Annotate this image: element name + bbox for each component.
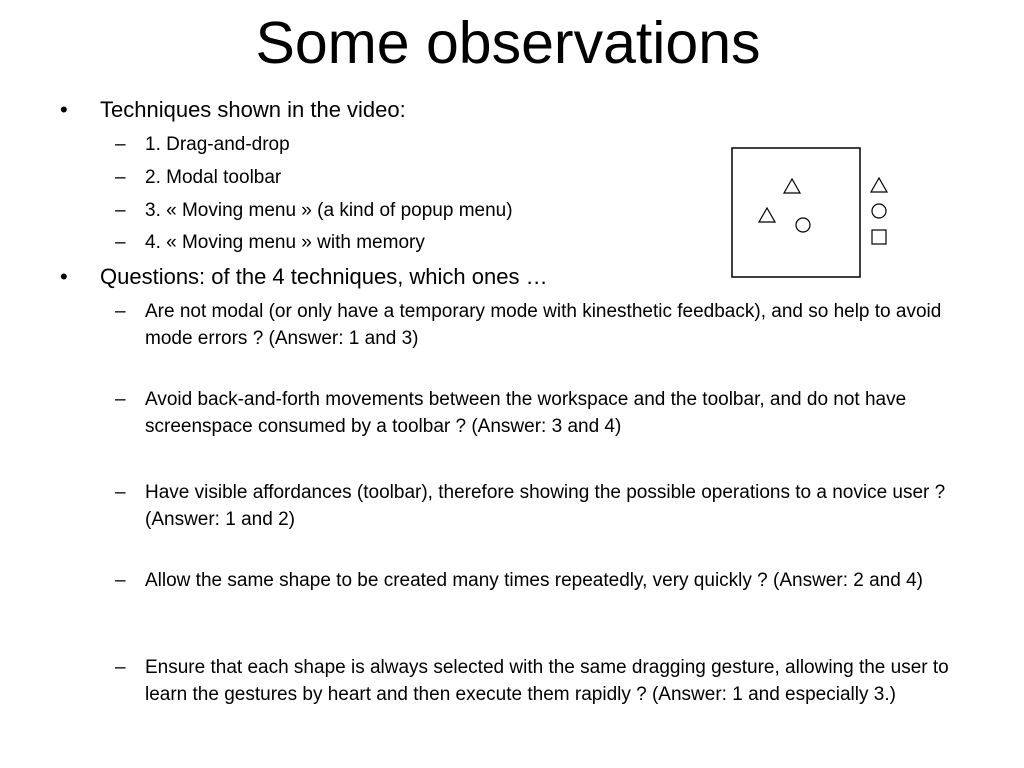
dash-marker: – (115, 134, 126, 155)
bullet-marker: • (60, 97, 68, 122)
square-icon (872, 230, 886, 244)
triangle-icon (784, 179, 800, 193)
dash-marker: – (115, 482, 126, 503)
dash-marker: – (115, 657, 126, 678)
triangle-icon (871, 178, 887, 192)
question-text: Ensure that each shape is always selected with the same dragging gesture, allowing the user to learn the gestures by heart and then execute them rapidly ? (Answer: 1 and especially 3.) (145, 657, 949, 705)
slide-title: Some observations (255, 10, 761, 76)
workspace-rect (732, 148, 860, 277)
subitem-text: 3. « Moving menu » (a kind of popup menu) (145, 200, 513, 221)
bullet-text: Techniques shown in the video: (100, 97, 406, 122)
bullet-marker: • (60, 264, 68, 289)
subitem-text: 4. « Moving menu » with memory (145, 232, 425, 253)
dash-marker: – (115, 200, 126, 221)
question-text: Have visible affordances (toolbar), therefore showing the possible operations to a novice user ? (Answer: 1 and 2) (145, 482, 946, 530)
dash-marker: – (115, 570, 126, 591)
circle-icon (872, 204, 886, 218)
subitem-text: 1. Drag-and-drop (145, 134, 290, 155)
question-text: Are not modal (or only have a temporary mode with kinesthetic feedback), and so help to avoid mode errors ? (Answer: 1 and 3) (145, 301, 942, 349)
shape-diagram (726, 144, 898, 284)
question-text: Allow the same shape to be created many times repeatedly, very quickly ? (Answer: 2 and 4) (145, 570, 923, 591)
subitem-text: 2. Modal toolbar (145, 167, 282, 188)
dash-marker: – (115, 301, 126, 322)
bullet-text: Questions: of the 4 techniques, which ones … (100, 264, 548, 289)
dash-marker: – (115, 167, 126, 188)
circle-icon (796, 218, 810, 232)
dash-marker: – (115, 232, 126, 253)
dash-marker: – (115, 389, 126, 410)
question-text: Avoid back-and-forth movements between the workspace and the toolbar, and do not have screenspace consumed by a toolbar ? (Answer: 3 and 4) (145, 389, 907, 437)
triangle-icon (759, 208, 775, 222)
